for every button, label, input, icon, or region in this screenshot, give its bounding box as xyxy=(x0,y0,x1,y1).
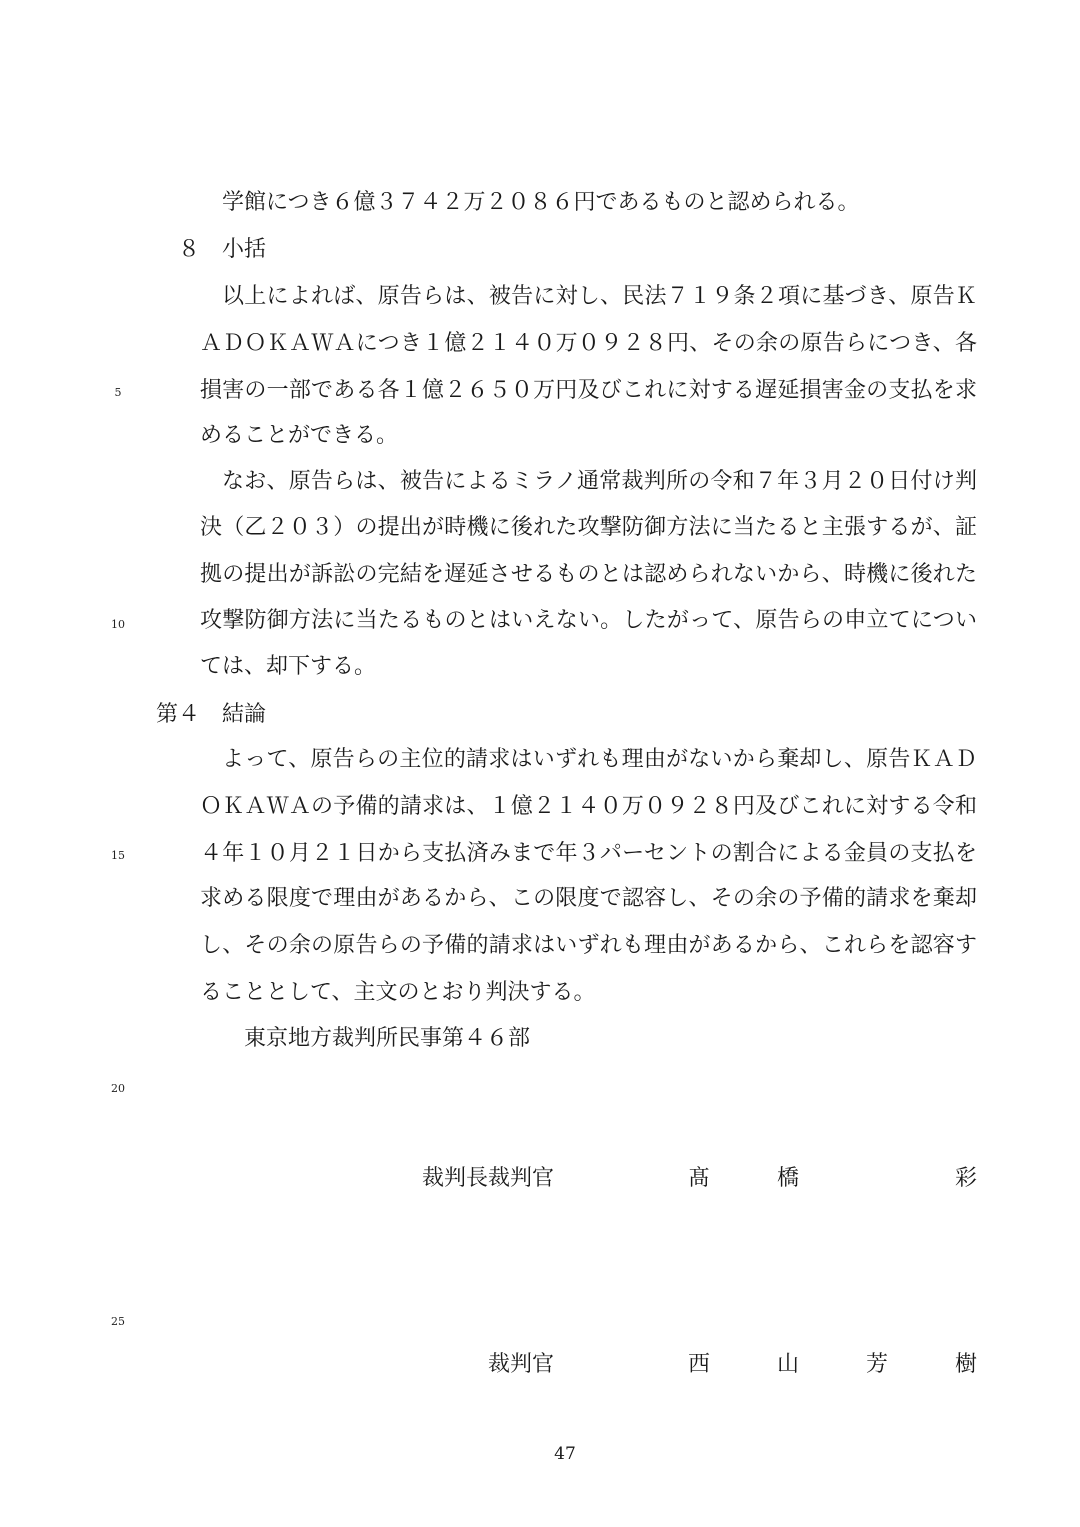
text-line: 拠の提出が訴訟の完結を遅延させるものとは認められないから、時機に後れた xyxy=(200,562,977,587)
text-line: 損害の一部である各１億２６５０万円及びこれに対する遅延損害金の支払を求 xyxy=(200,378,977,403)
text-line: ることとして、主文のとおり判決する。 xyxy=(200,980,596,1005)
presiding-judge-title: 裁判長裁判官 xyxy=(422,1166,555,1191)
text-line: なお、原告らは、被告によるミラノ通常裁判所の令和７年３月２０日付け判 xyxy=(222,469,977,494)
text-line: 決（乙２０３）の提出が時機に後れた攻撃防御方法に当たると主張するが、証 xyxy=(200,515,977,540)
presiding-judge-name-char: 彩 xyxy=(955,1166,978,1191)
text-line: 学館につき６億３７４２万２０８６円であるものと認められる。 xyxy=(222,190,860,215)
text-line: めることができる。 xyxy=(200,423,399,448)
judge-title: 裁判官 xyxy=(488,1352,555,1377)
text-line: よって、原告らの主位的請求はいずれも理由がないから棄却し、原告ＫＡＤ xyxy=(222,747,978,772)
text-line: 求める限度で理由があるから、この限度で認容し、その余の予備的請求を棄却 xyxy=(200,886,977,911)
judge-name-char: 西 xyxy=(688,1352,711,1377)
text-line: ４年１０月２１日から支払済みまで年３パーセントの割合による金員の支払を xyxy=(200,841,977,866)
presiding-judge-name-char: 橋 xyxy=(777,1166,800,1191)
section-heading: 第４ 結論 xyxy=(156,702,267,727)
text-line: 以上によれば、原告らは、被告に対し、民法７１９条２項に基づき、原告Ｋ xyxy=(222,284,977,309)
line-number: 25 xyxy=(111,1315,125,1328)
text-line: ては、却下する。 xyxy=(200,654,377,679)
line-number: 15 xyxy=(111,849,125,862)
line-number: 5 xyxy=(114,386,122,399)
text-line: 攻撃防御方法に当たるものとはいえない。したがって、原告らの申立てについ xyxy=(200,608,977,633)
court-name: 東京地方裁判所民事第４６部 xyxy=(244,1026,531,1051)
line-number: 10 xyxy=(111,618,125,631)
text-line: ＯＫＡＷＡの予備的請求は、１億２１４０万０９２８円及びこれに対する令和 xyxy=(200,794,977,819)
judge-name-char: 山 xyxy=(777,1352,800,1377)
text-line: ＡＤＯＫＡＷＡにつき１億２１４０万０９２８円、その余の原告らにつき、各 xyxy=(200,331,977,356)
section-heading: ８ 小括 xyxy=(178,237,267,262)
line-number: 20 xyxy=(111,1082,125,1095)
judge-name-char: 芳 xyxy=(866,1352,889,1377)
page-number: 47 xyxy=(554,1444,576,1464)
text-line: し、その余の原告らの予備的請求はいずれも理由があるから、これらを認容す xyxy=(200,933,977,958)
presiding-judge-name-char: 髙 xyxy=(688,1166,711,1191)
judge-name-char: 樹 xyxy=(955,1352,978,1377)
